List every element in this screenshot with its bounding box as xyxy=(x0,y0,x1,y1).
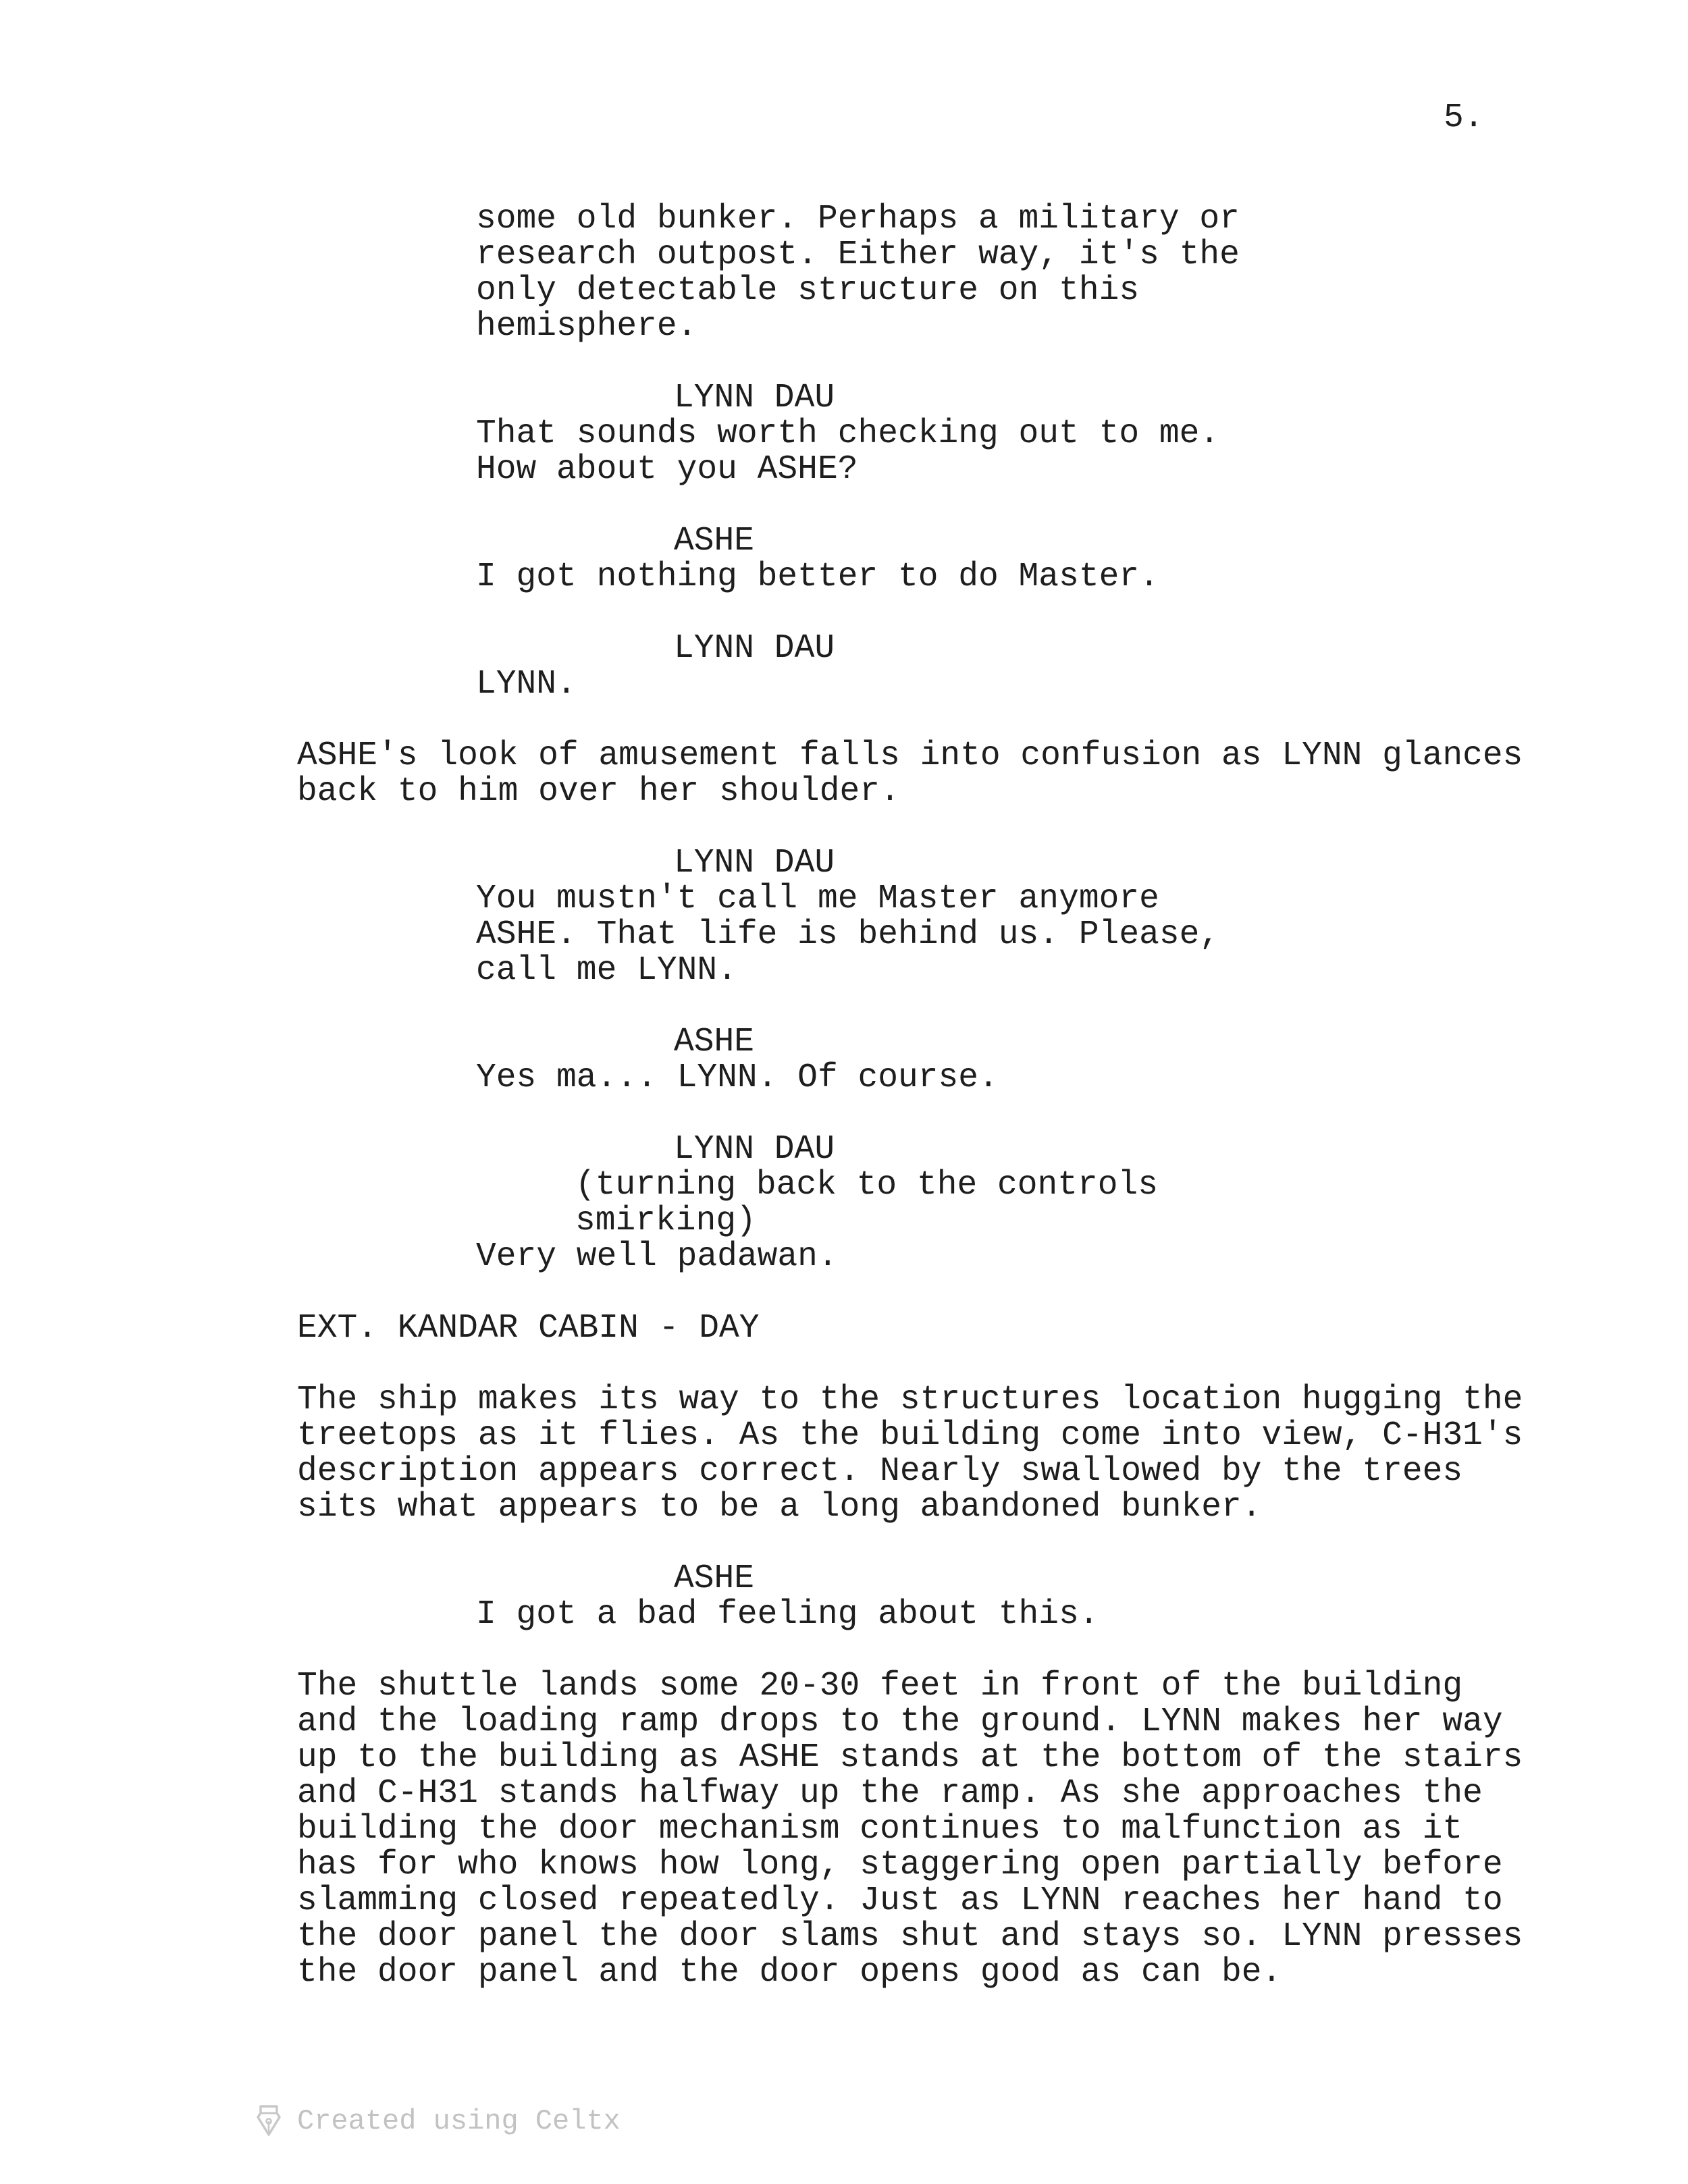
action-line: the door panel and the door opens good as can be. xyxy=(297,1953,1282,1991)
action-line: treetops as it flies. As the building come into view, C-H31's xyxy=(297,1416,1523,1454)
pen-nib-icon xyxy=(255,2104,282,2139)
heading-block xyxy=(297,1310,1533,1346)
action-line: ASHE's look of amusement falls into confusion as LYNN glances xyxy=(297,737,1523,774)
action-line: The ship makes its way to the structures location hugging the xyxy=(297,1381,1523,1418)
dialogue-block xyxy=(297,1597,1533,1632)
blank-line xyxy=(297,344,1533,380)
character-line: LYNN DAU xyxy=(674,379,835,417)
action-line: back to him over her shoulder. xyxy=(297,772,900,810)
dialogue-block xyxy=(297,881,1533,988)
dialogue-line: some old bunker. Perhaps a military or xyxy=(476,200,1240,238)
character-block xyxy=(297,380,1533,416)
action-block xyxy=(297,1668,1533,1990)
character-line: LYNN DAU xyxy=(674,1130,835,1168)
paren-line: (turning back to the controls xyxy=(575,1166,1159,1204)
action-block xyxy=(297,1382,1533,1525)
dialogue-block xyxy=(297,416,1533,487)
dialogue-line: Very well padawan. xyxy=(476,1237,838,1275)
character-block xyxy=(297,523,1533,559)
dialogue-line: hemisphere. xyxy=(476,307,697,345)
dialogue-line: LYNN. xyxy=(476,665,577,703)
character-line: ASHE xyxy=(674,1560,755,1597)
page-number: 5. xyxy=(1444,99,1484,136)
screenplay-body xyxy=(297,201,1533,1990)
action-line: building the door mechanism continues to malfunction as it xyxy=(297,1810,1463,1848)
footer-credit: Created using Celtx xyxy=(297,2105,621,2137)
heading-line: EXT. KANDAR CABIN - DAY xyxy=(297,1309,760,1347)
action-line: The shuttle lands some 20-30 feet in front of the building xyxy=(297,1667,1463,1705)
character-block xyxy=(297,631,1533,666)
character-block xyxy=(297,1131,1533,1167)
dialogue-block xyxy=(297,666,1533,702)
dialogue-block xyxy=(297,201,1533,344)
character-line: LYNN DAU xyxy=(674,629,835,667)
dialogue-block xyxy=(297,559,1533,595)
blank-line xyxy=(297,988,1533,1024)
character-line: ASHE xyxy=(674,1023,755,1061)
dialogue-line: call me LYNN. xyxy=(476,951,737,989)
blank-line xyxy=(297,487,1533,523)
dialogue-line: You mustn't call me Master anymore xyxy=(476,880,1159,917)
blank-line xyxy=(297,702,1533,738)
blank-line xyxy=(297,1632,1533,1668)
action-line: slamming closed repeatedly. Just as LYNN reaches her hand to xyxy=(297,1882,1503,1919)
dialogue-line: Yes ma... LYNN. Of course. xyxy=(476,1059,999,1096)
dialogue-line: How about you ASHE? xyxy=(476,450,858,488)
character-block xyxy=(297,1024,1533,1060)
dialogue-line: ASHE. That life is behind us. Please, xyxy=(476,915,1220,953)
action-line: has for who knows how long, staggering open partially before xyxy=(297,1846,1503,1884)
paren-line: smirking) xyxy=(575,1202,756,1240)
action-line: and C-H31 stands halfway up the ramp. As she approaches the xyxy=(297,1774,1483,1812)
blank-line xyxy=(297,809,1533,845)
action-line: description appears correct. Nearly swallowed by the trees xyxy=(297,1452,1463,1490)
footer xyxy=(255,2101,621,2141)
dialogue-line: I got nothing better to do Master. xyxy=(476,558,1159,595)
dialogue-line: research outpost. Either way, it's the xyxy=(476,236,1240,273)
action-line: up to the building as ASHE stands at the bottom of the stairs xyxy=(297,1738,1523,1776)
action-line: and the loading ramp drops to the ground. LYNN makes her way xyxy=(297,1703,1503,1740)
blank-line xyxy=(297,1525,1533,1561)
dialogue-line: I got a bad feeling about this. xyxy=(476,1595,1099,1633)
character-block xyxy=(297,845,1533,881)
character-line: LYNN DAU xyxy=(674,844,835,882)
action-line: sits what appears to be a long abandoned bunker. xyxy=(297,1488,1262,1526)
blank-line xyxy=(297,1096,1533,1131)
dialogue-block xyxy=(297,1060,1533,1096)
dialogue-line: only detectable structure on this xyxy=(476,271,1140,309)
dialogue-block xyxy=(297,1239,1533,1275)
action-line: the door panel the door slams shut and stays so. LYNN presses xyxy=(297,1917,1523,1955)
action-block xyxy=(297,738,1533,809)
character-line: ASHE xyxy=(674,522,755,560)
paren-block xyxy=(297,1167,1533,1239)
blank-line xyxy=(297,1275,1533,1310)
dialogue-line: That sounds worth checking out to me. xyxy=(476,415,1220,452)
blank-line xyxy=(297,595,1533,631)
blank-line xyxy=(297,1346,1533,1382)
character-block xyxy=(297,1561,1533,1597)
